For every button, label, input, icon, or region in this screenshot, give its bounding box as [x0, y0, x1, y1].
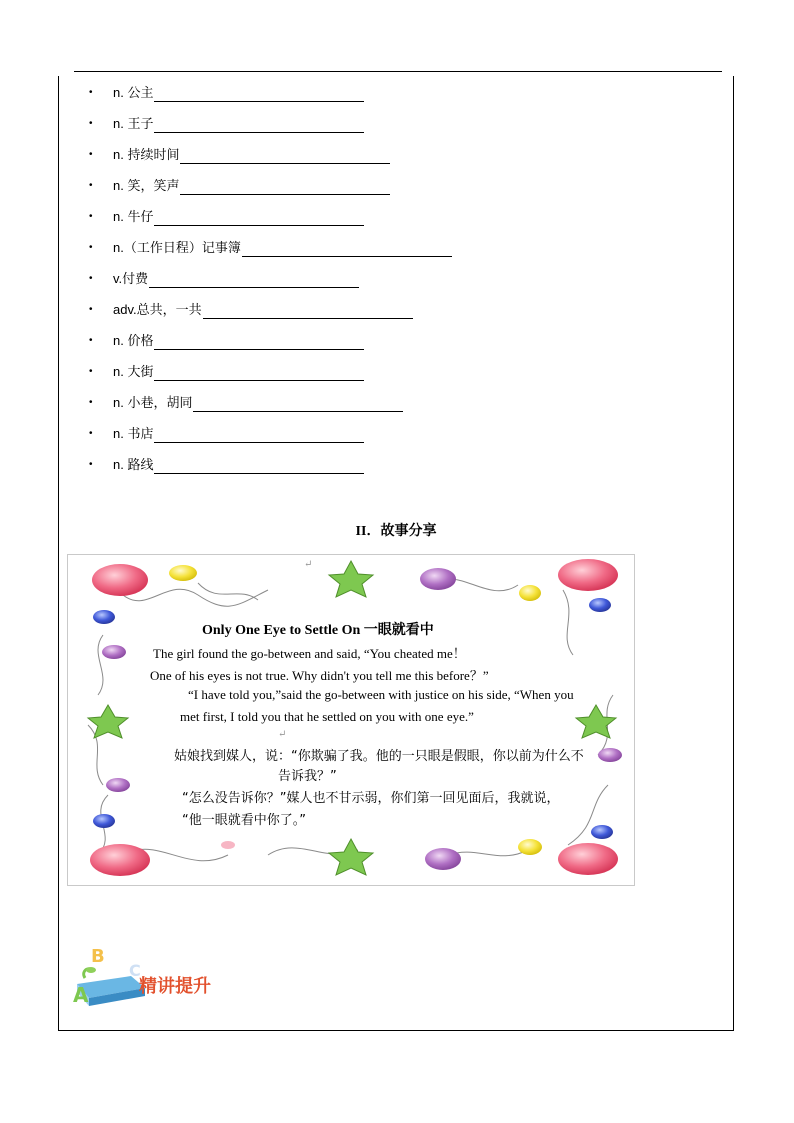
vocab-item	[89, 423, 364, 443]
story-card	[67, 554, 635, 886]
svg-text:C: C	[129, 961, 141, 980]
story-cn-line: “怎么没告诉你？”媒人也不甘示弱，你们第一回见面后，我就说，	[182, 791, 560, 806]
bullet-icon: •	[89, 459, 93, 470]
answer-blank[interactable]	[203, 302, 413, 319]
vocab-item	[89, 454, 364, 474]
vocab-term: n. 价格	[113, 333, 154, 348]
story-cn-line: 姑娘找到媒人，说：“你欺骗了我。他的一只眼是假眼，你以前为什么不	[174, 749, 584, 764]
vocab-term: adv.总共，一共	[113, 302, 202, 317]
answer-blank[interactable]	[193, 395, 403, 412]
answer-blank[interactable]	[154, 333, 364, 350]
vocab-item	[89, 206, 364, 226]
vocab-item	[89, 392, 403, 412]
bullet-icon: •	[89, 335, 93, 346]
story-en-line: met first, I told you that he settled on you with one eye.”	[180, 709, 474, 724]
return-mark: ↵	[304, 559, 313, 570]
answer-blank[interactable]	[180, 178, 390, 195]
return-mark: ↵	[278, 729, 287, 740]
vocab-term: n. 持续时间	[113, 147, 180, 162]
bullet-icon: •	[89, 304, 93, 315]
vocab-term: v.付费	[113, 271, 149, 286]
answer-blank[interactable]	[154, 457, 364, 474]
bullet-icon: •	[89, 87, 93, 98]
vocab-item	[89, 299, 413, 319]
bullet-icon: •	[89, 149, 93, 160]
vocab-item	[89, 237, 452, 257]
vocab-item	[89, 361, 364, 381]
answer-blank[interactable]	[180, 147, 390, 164]
vocab-term: n. 笑，笑声	[113, 178, 180, 193]
answer-blank[interactable]	[149, 271, 359, 288]
answer-blank[interactable]	[154, 85, 364, 102]
vocab-term: n. 牛仔	[113, 209, 154, 224]
vocab-term: n. 公主	[113, 85, 154, 100]
vocab-item	[89, 144, 390, 164]
section-title: II．故事分享	[355, 524, 437, 539]
vocab-term: n. 书店	[113, 426, 154, 441]
section-logo-text: 精讲提升	[139, 976, 211, 997]
vocab-item	[89, 175, 390, 195]
story-en-line: The girl found the go-between and said, “You cheated me！	[153, 646, 466, 661]
vocab-item	[89, 82, 364, 102]
story-cn-line: “他一眼就看中你了。”	[182, 813, 306, 828]
vocab-item	[89, 113, 364, 133]
answer-blank[interactable]	[154, 209, 364, 226]
svg-text:A: A	[73, 983, 89, 1007]
vocab-term: n. 大街	[113, 364, 154, 379]
answer-blank[interactable]	[154, 364, 364, 381]
story-en-line: One of his eyes is not true. Why didn't you tell me this before？”	[150, 668, 489, 683]
bullet-icon: •	[89, 273, 93, 284]
bullet-icon: •	[89, 180, 93, 191]
vocab-term: n.（工作日程）记事簿	[113, 240, 241, 255]
bullet-icon: •	[89, 211, 93, 222]
answer-blank[interactable]	[154, 116, 364, 133]
bullet-icon: •	[89, 242, 93, 253]
vocab-term: n. 小巷，胡同	[113, 395, 193, 410]
content-frame	[58, 76, 734, 1031]
story-title: Only One Eye to Settle On 一眼就看中	[202, 623, 434, 638]
story-cn-line: 告诉我？”	[278, 769, 337, 784]
answer-blank[interactable]	[242, 240, 452, 257]
vocab-term: n. 王子	[113, 116, 154, 131]
vocab-item	[89, 268, 359, 288]
bullet-icon: •	[89, 366, 93, 377]
bullet-icon: •	[89, 118, 93, 129]
answer-blank[interactable]	[154, 426, 364, 443]
svg-text:B: B	[91, 946, 105, 967]
story-en-line: “I have told you,”said the go-between with justice on his side, “When you	[188, 687, 574, 702]
vocab-term: n. 路线	[113, 457, 154, 472]
bullet-icon: •	[89, 428, 93, 439]
bullet-icon: •	[89, 397, 93, 408]
vocab-item	[89, 330, 364, 350]
header-rule	[74, 71, 722, 72]
